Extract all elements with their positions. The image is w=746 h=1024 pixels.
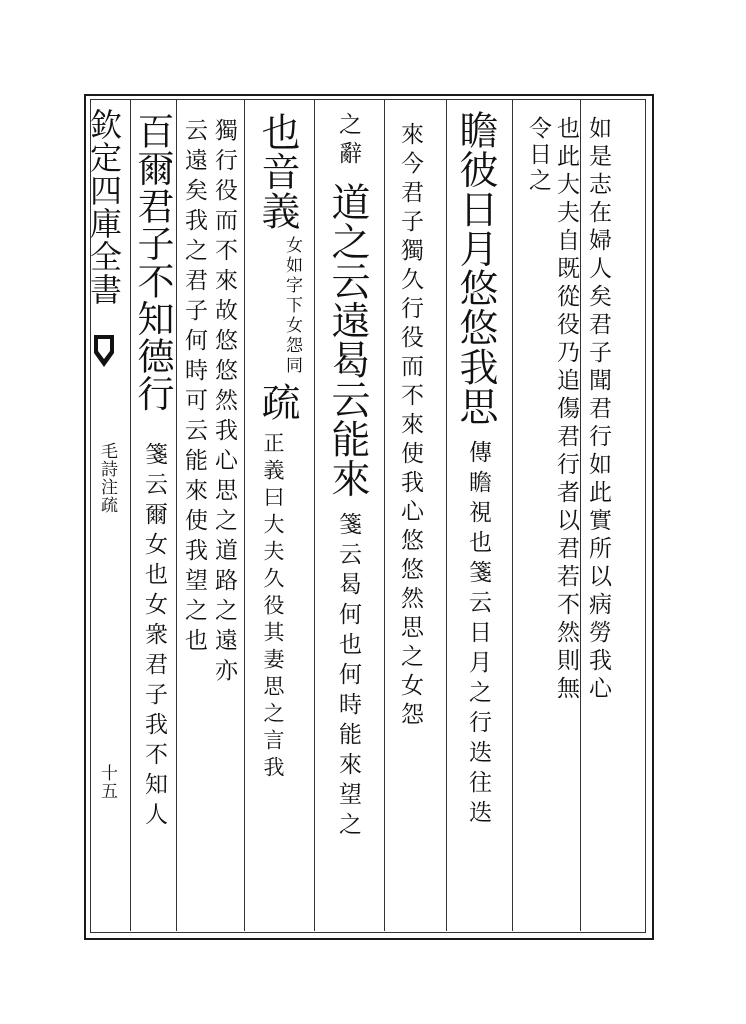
margin-section-title: 毛詩注疏 (97, 442, 117, 514)
commentary-text: 傳瞻視也箋云日月之行迭往迭 (465, 440, 491, 830)
text-column-6: 來今君子獨久行役而不來使我心悠悠然思之女怨 (397, 122, 423, 731)
text-column-9: 獨行役而不來故悠悠然我心思之道路之遠亦 (211, 118, 237, 688)
commentary-text: 箋云爾女也女衆君子我不知人 (141, 442, 167, 832)
column-divider (446, 99, 447, 931)
verse-text: 道之云遠曷云能來 (325, 182, 370, 498)
commentary-marker: 疏 (255, 382, 300, 422)
margin-book-title: 欽定四庫全書 (85, 108, 123, 306)
verse-text: 瞻彼日月悠悠我思 (453, 110, 498, 426)
pronunciation-note: 女如字下女怨同 (282, 236, 302, 376)
text-column-5 (452, 110, 508, 930)
commentary-text: 之辭 (335, 112, 361, 170)
fish-tail-mark-icon (92, 333, 116, 373)
margin-page-number: 十五 (97, 764, 117, 800)
text-column-2: 也此大夫自既從役乃追傷君行者以君若不然則無 (553, 116, 579, 704)
text-column-10: 云遠矣我之君子何時可云能來使我望之也 (181, 118, 207, 658)
commentary-text: 正義曰大夫久役其妻思之言我 (261, 432, 285, 783)
column-divider (314, 99, 315, 931)
column-divider (244, 99, 245, 931)
verse-text: 百爾君子不知德行 (131, 112, 174, 412)
commentary-text: 箋云曷何也何時能來望之 (335, 512, 361, 842)
text-column-7 (320, 112, 380, 932)
column-divider (512, 99, 513, 931)
verse-text: 也音義 (255, 112, 300, 231)
text-column-11 (131, 112, 178, 932)
text-column-3a: 令日之 (525, 116, 551, 194)
column-divider (384, 99, 385, 931)
text-column-1: 如是志在婦人矣君子聞君行如此實所以病勞我心 (585, 116, 611, 704)
text-column-8 (252, 112, 312, 932)
column-divider (580, 99, 581, 931)
